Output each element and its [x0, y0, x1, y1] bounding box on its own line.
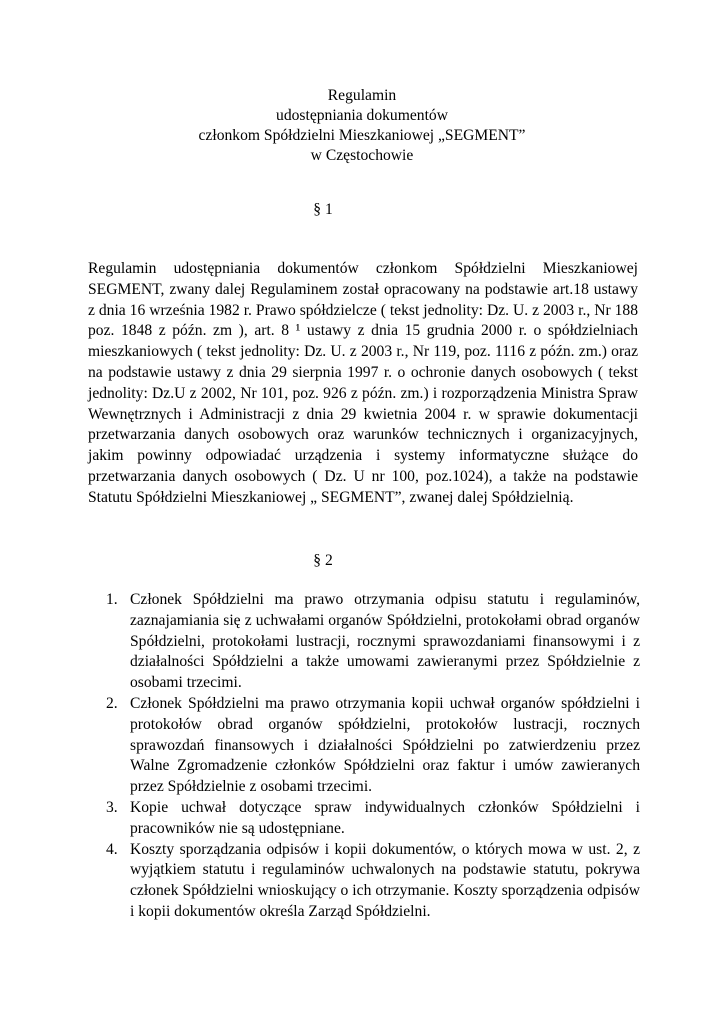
document-title — [0, 86, 724, 166]
title-line-3: członkom Spółdzielni Mieszkaniowej „SEGMENT” — [198, 127, 526, 144]
section-2-list — [104, 590, 640, 923]
list-item-number: 3. — [106, 798, 118, 816]
list-item-text: Kopie uchwał dotyczące spraw indywidualnych członków Spółdzielni i pracowników nie są udostępniane. — [130, 798, 640, 837]
list-item-number: 4. — [106, 840, 118, 858]
list-item — [104, 590, 640, 694]
section-1-paragraph: Regulamin udostępniania dokumentów członkom Spółdzielni Mieszkaniowej SEGMENT, zwany dalej Regulaminem został opracowany na podstawie art.18 ustawy z dnia 16 września 1982 r. Prawo spółdzielcze ( tekst jednolity: Dz. U. z 2003 r., Nr 188 poz. 1848 z późn. zm ), art. 8 ¹ ustawy z dnia 15 grudnia 2000 r. o spółdzielniach mieszkaniowych ( tekst jednolity: Dz. U. z 2003 r., Nr 119, poz. 1116 z późn. zm.) oraz na podstawie ustawy z dnia 29 sierpnia 1997 r. o ochronie danych osobowych ( tekst jednolity: Dz.U z 2002, Nr 101, poz. 926 z późn. zm.) i rozporządzenia Ministra Spraw Wewnętrznych i Administracji z dnia 29 kwietnia 2004 r. w sprawie dokumentacji przetwarzania danych osobowych oraz warunków technicznych i organizacyjnych, jakim powinny odpowiadać urządzenia i systemy informatyczne służące do przetwarzania danych osobowych ( Dz. U nr 100, poz.1024), a także na podstawie Statutu Spółdzielni Mieszkaniowej „ SEGMENT”, zwanej dalej Spółdzielnią. — [88, 260, 638, 506]
list-item-text: Członek Spółdzielni ma prawo otrzymania odpisu statutu i regulaminów, zaznajamiania się z uchwałami organów Spółdzielni, protokołami obrad organów Spółdzielni, protokołami lustracji, rocznymi sprawozdaniami finansowymi i z działalności Spółdzielni a także umowami zawieranymi przez Spółdzielnie z osobami trzecimi. — [130, 591, 640, 692]
list-item-number: 2. — [106, 694, 118, 712]
title-line-4: w Częstochowie — [310, 147, 414, 164]
title-line-2: udostępniania dokumentów — [276, 107, 448, 124]
title-line-1: Regulamin — [327, 87, 397, 104]
list-item — [104, 798, 640, 840]
list-item-text: Członek Spółdzielni ma prawo otrzymania kopii uchwał organów spółdzielni i protokołów obrad organów spółdzielni, protokołów lustracji, rocznych sprawozdań finansowych i działalności Spółdzielni po zatwierdzeniu przez Walne Zgromadzenie członków Spółdzielni oraz faktur i umów zawieranych przez Spółdzielnie z osobami trzecimi. — [130, 694, 640, 796]
list-item-text: Koszty sporządzania odpisów i kopii dokumentów, o których mowa w ust. 2, z wyjątkiem statutu i regulaminów uchwalonych na podstawie statutu, pokrywa członek Spółdzielni wnioskujący o ich otrzymanie. Koszty sporządzenia odpisów i kopii dokumentów określa Zarząd Spółdzielni. — [130, 840, 640, 920]
list-item — [104, 694, 640, 798]
section-1-heading: § 1 — [313, 201, 333, 218]
list-item-number: 1. — [106, 591, 118, 608]
section-2-heading: § 2 — [313, 552, 333, 569]
list-item — [104, 840, 640, 923]
